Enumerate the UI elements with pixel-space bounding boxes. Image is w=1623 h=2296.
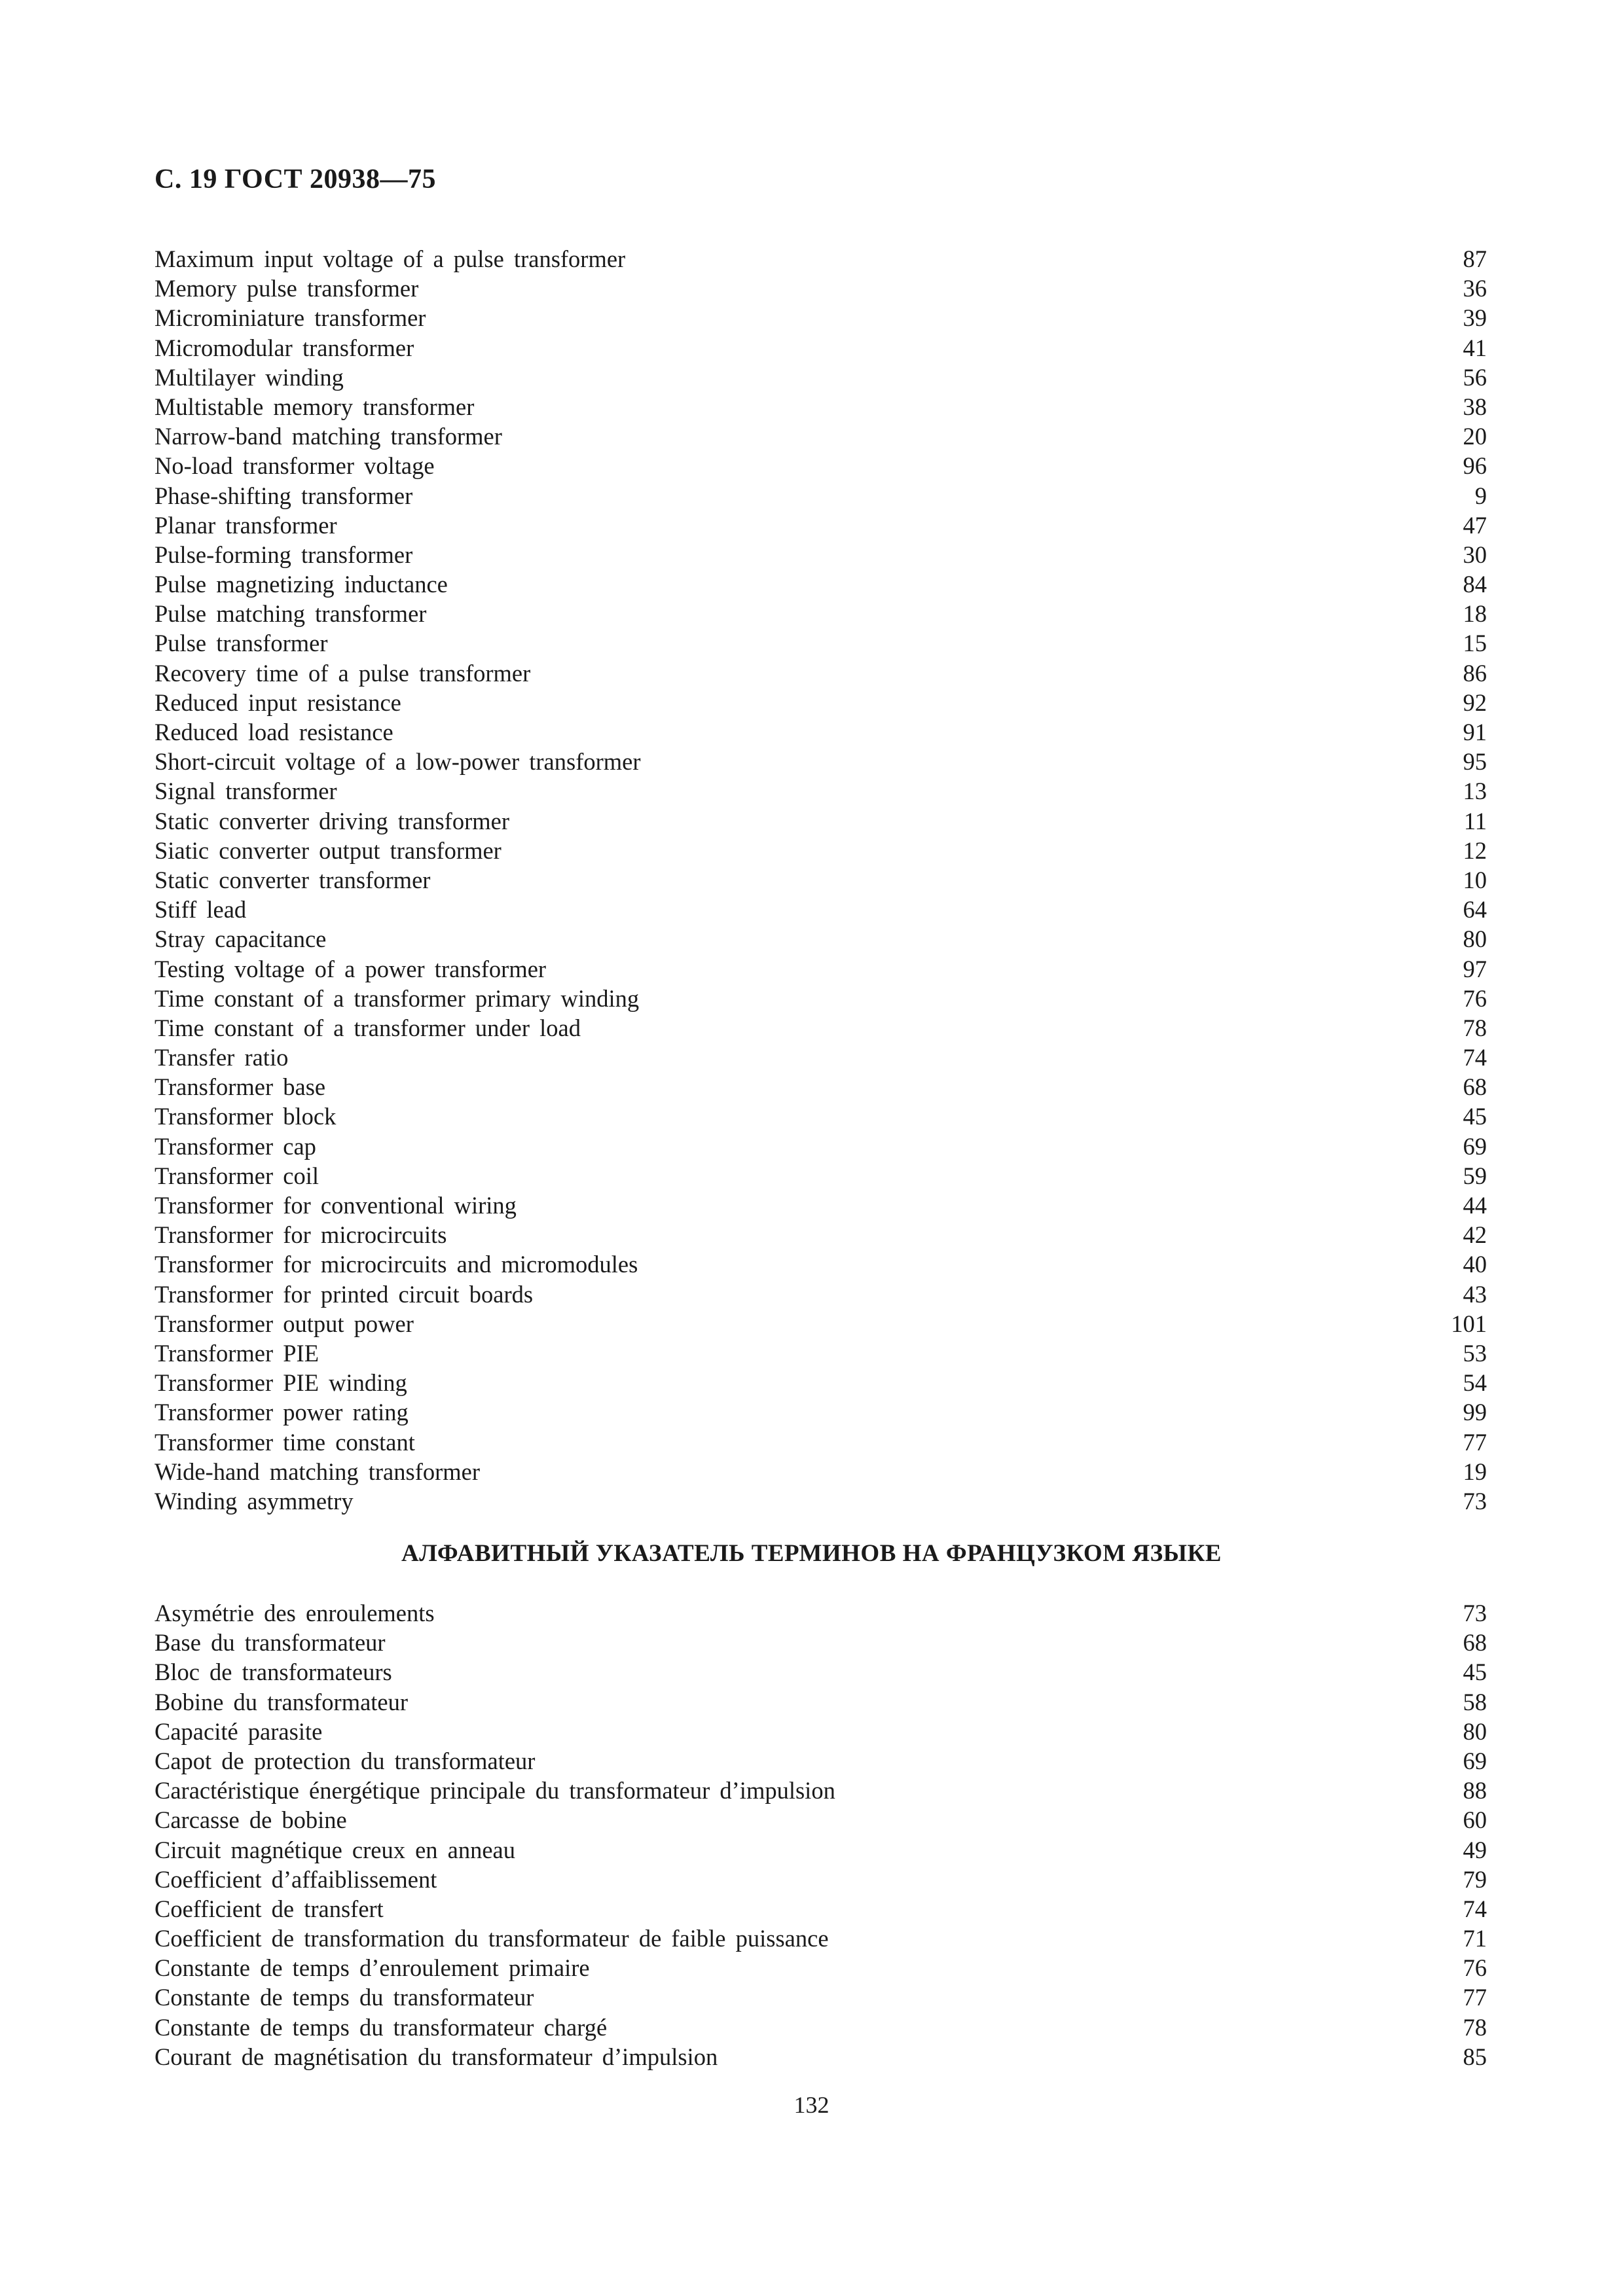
index-term: Circuit magnétique creux en anneau (155, 1836, 516, 1863)
index-entry (155, 1102, 1487, 1131)
index-term: Transformer time constant (155, 1428, 415, 1456)
index-entry (155, 1280, 1487, 1309)
index-entry (155, 1191, 1487, 1220)
index-term: Memory pulse transformer (155, 275, 419, 302)
index-entry (155, 2013, 1487, 2042)
index-term: Microminiature transformer (155, 304, 426, 332)
index-term: Transformer PIE winding (155, 1369, 407, 1397)
index-term-number: 85 (1463, 2043, 1487, 2070)
index-term: Phase-shifting transformer (155, 482, 413, 509)
index-term-number: 15 (1463, 630, 1487, 657)
index-term-number: 13 (1463, 778, 1487, 805)
index-term: Carcasse de bobine (155, 1806, 347, 1834)
index-term-number: 43 (1463, 1280, 1487, 1308)
index-entry (155, 924, 1487, 954)
index-term: Transformer cap (155, 1132, 316, 1160)
index-term: Bloc de transformateurs (155, 1659, 392, 1686)
index-term-number: 101 (1451, 1310, 1487, 1337)
index-term: Reduced input resistance (155, 689, 401, 716)
index-term-number: 64 (1463, 896, 1487, 924)
index-term-number: 11 (1463, 807, 1487, 834)
index-term-number: 87 (1463, 245, 1487, 272)
index-term-number: 92 (1463, 689, 1487, 716)
index-term: Time constant of a transformer primary winding (155, 984, 640, 1012)
index-term-number: 69 (1463, 1132, 1487, 1160)
index-term: Pulse-forming transformer (155, 541, 413, 568)
french-term-index (155, 1598, 1487, 2072)
index-term-number: 9 (1474, 482, 1487, 509)
index-term-number: 36 (1463, 275, 1487, 302)
index-term: Recovery time of a pulse transformer (155, 659, 531, 687)
index-term-number: 20 (1463, 423, 1487, 450)
index-entry (155, 747, 1487, 776)
index-term-number: 59 (1463, 1162, 1487, 1189)
index-term-number: 77 (1463, 1428, 1487, 1456)
index-term-number: 73 (1463, 1600, 1487, 1626)
index-term: Bobine du transformateur (155, 1688, 409, 1715)
index-term: Courant de magnétisation du transformateur d’impulsion (155, 2043, 718, 2070)
index-term: Capot de protection du transformateur (155, 1747, 536, 1774)
index-entry (155, 451, 1487, 480)
index-entry (155, 776, 1487, 806)
index-term-number: 97 (1463, 955, 1487, 982)
index-entry (155, 2042, 1487, 2072)
index-term: Pulse magnetizing inductance (155, 571, 448, 598)
index-term-number: 80 (1463, 1717, 1487, 1745)
index-term: Transformer base (155, 1073, 326, 1101)
index-term-number: 47 (1463, 511, 1487, 539)
index-entry (155, 244, 1487, 274)
index-term: Transformer for printed circuit boards (155, 1280, 534, 1308)
index-entry (155, 1598, 1487, 1628)
index-term: Transfer ratio (155, 1044, 289, 1071)
index-term: Short-circuit voltage of a low-power transformer (155, 748, 641, 776)
index-term-number: 74 (1463, 1044, 1487, 1071)
index-entry (155, 274, 1487, 303)
index-entry (155, 1687, 1487, 1717)
index-term: Pulse matching transformer (155, 600, 427, 628)
index-entry (155, 1805, 1487, 1835)
index-term: Asymétrie des enroulements (155, 1600, 435, 1626)
index-term-number: 68 (1463, 1073, 1487, 1101)
index-term-number: 41 (1463, 334, 1487, 361)
index-term-number: 56 (1463, 363, 1487, 391)
index-entry (155, 599, 1487, 628)
index-term-number: 45 (1463, 1659, 1487, 1686)
index-entry (155, 1397, 1487, 1427)
index-term: Maximum input voltage of a pulse transformer (155, 245, 626, 272)
section-heading-french: АЛФАВИТНЫЙ УКАЗАТЕЛЬ ТЕРМИНОВ НА ФРАНЦУЗКОМ ЯЗЫКЕ (401, 1540, 1222, 1567)
index-entry (155, 1835, 1487, 1865)
index-term: Transformer for microcircuits and micromodules (155, 1251, 638, 1278)
index-term-number: 30 (1463, 541, 1487, 568)
index-entry (155, 540, 1487, 569)
index-term: Winding asymmetry (155, 1487, 354, 1515)
index-term: Transformer output power (155, 1310, 414, 1337)
index-term: Coefficient de transfert (155, 1895, 384, 1922)
index-entry (155, 717, 1487, 747)
index-term: Constante de temps du transformateur chargé (155, 2013, 608, 2041)
index-term-number: 58 (1463, 1688, 1487, 1715)
index-entry (155, 895, 1487, 924)
index-entry (155, 688, 1487, 717)
index-term-number: 76 (1463, 1954, 1487, 1982)
index-entry (155, 1338, 1487, 1368)
index-entry (155, 1865, 1487, 1894)
index-entry (155, 954, 1487, 984)
index-term-number: 38 (1463, 393, 1487, 420)
index-term: Planar transformer (155, 511, 337, 539)
index-entry (155, 481, 1487, 511)
index-term: Constante de temps d’enroulement primaire (155, 1954, 590, 1982)
index-entry (155, 1220, 1487, 1249)
page-number: 132 (793, 2092, 830, 2118)
index-term-number: 95 (1463, 748, 1487, 776)
index-entry (155, 865, 1487, 895)
index-entry (155, 836, 1487, 865)
index-term-number: 60 (1463, 1806, 1487, 1834)
index-term: Signal transformer (155, 778, 337, 805)
index-entry (155, 806, 1487, 836)
index-entry (155, 1161, 1487, 1191)
index-entry (155, 1746, 1487, 1776)
index-term-number: 78 (1463, 2013, 1487, 2041)
index-term: Transformer coil (155, 1162, 319, 1189)
index-entry (155, 1982, 1487, 2012)
index-term: Static converter transformer (155, 866, 431, 893)
index-term: Capacité parasite (155, 1717, 323, 1745)
index-entry (155, 1776, 1487, 1805)
index-term-number: 91 (1463, 719, 1487, 745)
index-entry (155, 658, 1487, 688)
index-term: Testing voltage of a power transformer (155, 955, 547, 982)
index-entry (155, 511, 1487, 540)
index-entry (155, 1072, 1487, 1102)
page-header: С. 19 ГОСТ 20938—75 (155, 164, 437, 194)
index-entry (155, 1309, 1487, 1338)
index-term-number: 77 (1463, 1984, 1487, 2011)
index-term: Time constant of a transformer under load (155, 1014, 581, 1041)
index-term-number: 10 (1463, 866, 1487, 893)
index-term: Reduced load resistance (155, 719, 393, 745)
index-entry (155, 984, 1487, 1013)
index-term: Transformer for microcircuits (155, 1221, 447, 1249)
index-term-number: 78 (1463, 1014, 1487, 1041)
index-entry (155, 628, 1487, 658)
index-term-number: 12 (1463, 836, 1487, 864)
index-entry (155, 333, 1487, 363)
index-entry (155, 1894, 1487, 1924)
index-term-number: 73 (1463, 1487, 1487, 1515)
index-term-number: 39 (1463, 304, 1487, 332)
index-term: Siatic converter output transformer (155, 836, 501, 864)
index-term: Transformer PIE (155, 1339, 319, 1367)
index-term: Caractéristique énergétique principale du transformateur d’impulsion (155, 1777, 835, 1804)
index-entry (155, 363, 1487, 392)
index-term-number: 45 (1463, 1103, 1487, 1130)
index-term: Stiff lead (155, 896, 247, 924)
index-entry (155, 422, 1487, 451)
index-term: Coefficient d’affaiblissement (155, 1865, 437, 1893)
index-entry (155, 1043, 1487, 1072)
index-term: Transformer for conventional wiring (155, 1192, 517, 1219)
index-entry (155, 1457, 1487, 1486)
index-entry (155, 1953, 1487, 1982)
index-term: No-load transformer voltage (155, 452, 435, 480)
index-term: Stray capacitance (155, 925, 327, 953)
index-entry (155, 392, 1487, 422)
index-entry (155, 1132, 1487, 1161)
index-term: Transformer block (155, 1103, 337, 1130)
index-term-number: 79 (1463, 1865, 1487, 1893)
index-term-number: 68 (1463, 1629, 1487, 1657)
index-term: Base du transformateur (155, 1629, 386, 1657)
index-term-number: 76 (1463, 984, 1487, 1012)
index-term-number: 88 (1463, 1777, 1487, 1804)
index-term-number: 18 (1463, 600, 1487, 628)
index-term-number: 84 (1463, 571, 1487, 598)
index-term-number: 19 (1463, 1458, 1487, 1485)
index-term-number: 42 (1463, 1221, 1487, 1249)
index-term-number: 53 (1463, 1339, 1487, 1367)
index-term: Narrow-band matching transformer (155, 423, 502, 450)
index-entry (155, 1427, 1487, 1457)
index-term: Transformer power rating (155, 1399, 409, 1426)
index-entry (155, 1717, 1487, 1746)
index-term-number: 69 (1463, 1747, 1487, 1774)
index-term-number: 96 (1463, 452, 1487, 480)
index-term: Coefficient de transformation du transformateur de faible puissance (155, 1925, 829, 1952)
index-entry (155, 1657, 1487, 1687)
index-term-number: 49 (1463, 1836, 1487, 1863)
index-entry (155, 1628, 1487, 1657)
index-term: Multistable memory transformer (155, 393, 475, 420)
index-term: Micromodular transformer (155, 334, 414, 361)
index-term: Static converter driving transformer (155, 807, 509, 834)
english-term-index (155, 244, 1487, 1516)
index-term: Constante de temps du transformateur (155, 1984, 534, 2011)
index-entry (155, 1249, 1487, 1279)
index-entry (155, 1924, 1487, 1953)
index-term: Pulse transformer (155, 630, 328, 657)
index-term-number: 54 (1463, 1369, 1487, 1397)
index-term-number: 99 (1463, 1399, 1487, 1426)
index-entry (155, 303, 1487, 332)
index-term-number: 71 (1463, 1925, 1487, 1952)
index-entry (155, 569, 1487, 599)
index-term-number: 80 (1463, 925, 1487, 953)
index-term-number: 44 (1463, 1192, 1487, 1219)
index-term-number: 40 (1463, 1251, 1487, 1278)
index-entry (155, 1013, 1487, 1043)
index-entry (155, 1486, 1487, 1516)
index-term: Multilayer winding (155, 363, 344, 391)
index-term-number: 74 (1463, 1895, 1487, 1922)
index-term: Wide-hand matching transformer (155, 1458, 481, 1485)
index-term-number: 86 (1463, 659, 1487, 687)
index-entry (155, 1368, 1487, 1397)
